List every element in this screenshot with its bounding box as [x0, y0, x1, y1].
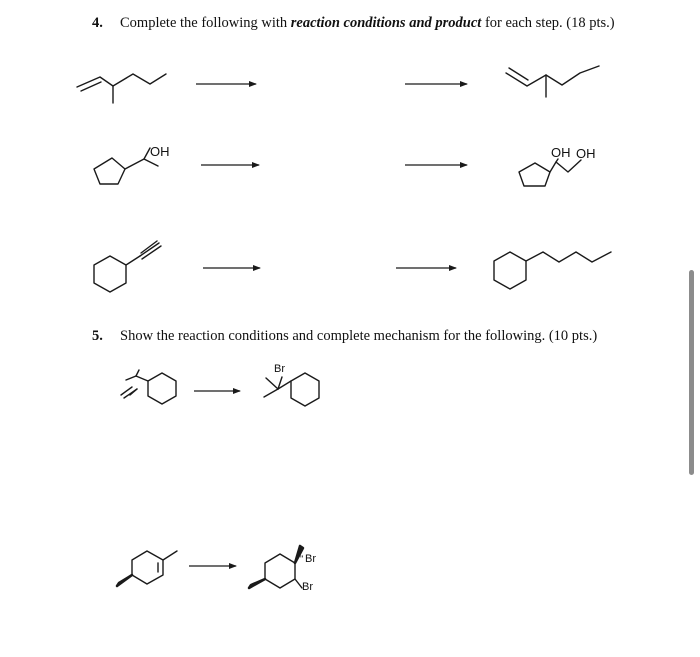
q5-row2-start-methylcyclohexene	[117, 551, 177, 586]
hydroxyl-label-start: OH	[150, 144, 170, 159]
hydroxyl-label-product-1: OH	[551, 145, 571, 160]
q4-row3-product-alkylcyclohexane	[494, 252, 611, 289]
question-4-emphasis: reaction conditions and product	[290, 15, 482, 31]
q4-row2-product-diol	[519, 145, 596, 186]
q4-row2-start-cyclopentyl-ethanol	[94, 144, 170, 184]
stereo-hash-marks: ''	[300, 554, 304, 564]
question-4-number: 4.	[92, 15, 103, 31]
bromine-label-q5-row1: Br	[274, 363, 285, 375]
q4-row3-start-cyclohexyl-alkyne	[94, 241, 161, 292]
vertical-scrollbar[interactable]	[689, 270, 694, 475]
q4-row1-product-alkene	[506, 66, 599, 97]
bromine-label-q5-row2-a: Br	[305, 553, 316, 565]
q5-row1-product-bromo-alkylcyclohexane	[264, 363, 319, 406]
question-4-text-after: for each step. (18 pts.)	[481, 15, 615, 31]
q4-row1-start-alkene	[77, 74, 166, 103]
question-5-number: 5.	[92, 328, 103, 344]
question-5-text: Show the reaction conditions and complete mechanism for the following. (10 pts.)	[120, 328, 598, 344]
q5-row2-product-dibromide	[249, 546, 316, 593]
q5-row1-start-vinylcyclohexane	[121, 370, 176, 404]
bromine-label-q5-row2-b: Br	[302, 581, 313, 593]
question-4-text-before: Complete the following with	[120, 15, 291, 31]
hydroxyl-label-product-2: OH	[576, 146, 596, 161]
